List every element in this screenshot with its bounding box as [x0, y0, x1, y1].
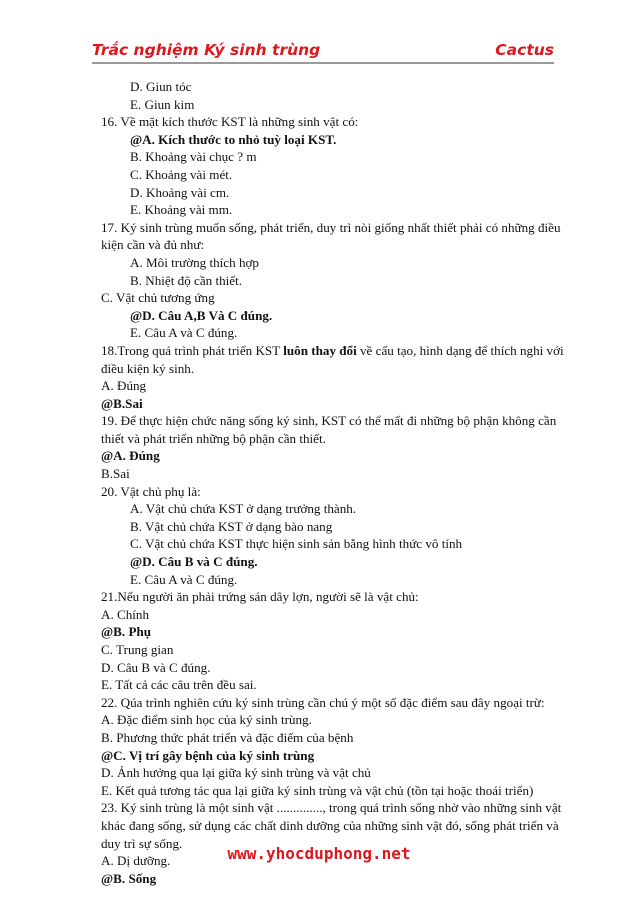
option-line: E. Tất cả các câu trên đều sai. [101, 677, 257, 693]
answer-line: @A. Đúng [101, 448, 160, 464]
question-line: 22. Qúa trình nghiên cứu ký sinh trùng cần chú ý một số đặc điểm sau đây ngoại trừ: [101, 694, 545, 710]
option-line: A. Môi trường thích hợp [130, 254, 259, 270]
page-header [92, 38, 554, 64]
option-line: D. Khoảng vài cm. [130, 184, 230, 200]
answer-line: @A. Kích thước to nhỏ tuỳ loại KST. [130, 131, 337, 147]
question-text: về cấu tạo, hình dạng để thích nghi với điều kiện ký sinh. [101, 342, 564, 376]
question-list [101, 78, 581, 887]
answer-line: @D. Câu B và C đúng. [130, 554, 258, 570]
footer-url: www.yhocduphong.net [227, 844, 411, 863]
answer-line: @B.Sai [101, 395, 143, 411]
document-title: Trắc nghiệm Ký sinh trùng [92, 41, 321, 59]
option-line: B. Vật chủ chứa KST ở dạng bào nang [130, 518, 333, 534]
option-line: D. Giun tóc [130, 79, 192, 94]
question-line: 20. Vật chủ phụ là: [101, 483, 201, 499]
answer-line: @D. Câu A,B Và C đúng. [130, 307, 273, 323]
emphasis-text: luôn thay đổi [283, 342, 357, 358]
option-line: B.Sai [101, 466, 130, 482]
option-line: A. Đúng [101, 378, 147, 394]
brand-name: Cactus [495, 41, 554, 59]
question-line: 19. Để thực hiện chức năng sống ký sinh, KST có thể mất đi những bộ phận không cần thiết và phát triển những bộ phận cần thiết. [101, 413, 557, 446]
option-line: B. Phương thức phát triển và đặc điểm của bệnh [101, 729, 354, 745]
option-line: E. Kết quả tương tác qua lại giữa ký sinh trùng và vật chủ (tồn tại hoặc thoái triển) [101, 782, 534, 798]
option-line: A. Dị dưỡng. [101, 853, 171, 869]
option-line: B. Nhiệt độ cần thiết. [130, 272, 243, 288]
option-line: C. Trung gian [101, 642, 174, 657]
option-line: E. Giun kim [130, 96, 195, 112]
question-line: 16. Về mặt kích thước KST là những sinh vật có: [101, 114, 359, 130]
option-line: D. Ảnh hưởng qua lại giữa ký sinh trùng và vật chủ [101, 765, 371, 781]
answer-line: @C. Vị trí gây bệnh của ký sinh trùng [101, 747, 315, 763]
option-line: B. Khoảng vài chục ? m [130, 149, 257, 165]
question-line: 23. Ký sinh trùng là một sinh vật .............., trong quá trình sống nhờ vào những sinh vật khác đang sống, sử dụng các chất dinh dưỡng của những sinh vật đó, sống phát triển và duy trì sự sống. [101, 800, 562, 851]
question-line: 21.Nếu người ăn phải trứng sán dây lợn, người sẽ là vật chủ: [101, 589, 419, 605]
option-line: E. Câu A và C đúng. [130, 325, 238, 341]
option-line: E. Câu A và C đúng. [130, 571, 238, 587]
question-line [101, 342, 581, 377]
option-line: C. Khoảng vài mét. [130, 166, 233, 182]
question-text: 18.Trong quá trình phát triển KST [101, 342, 284, 358]
option-line: A. Chính [101, 606, 150, 622]
option-line: A. Vật chủ chứa KST ở dạng trưởng thành. [130, 501, 357, 517]
option-line: A. Đặc điểm sinh học của ký sinh trùng. [101, 712, 312, 728]
question-line: 17. Ký sinh trùng muốn sống, phát triển, duy trì nòi giống nhất thiết phải có những điều kiện cần và đủ như: [101, 219, 561, 253]
option-line: C. Vật chủ chứa KST thực hiện sinh sản bằng hình thức vô tính [130, 536, 463, 552]
option-line: D. Câu B và C đúng. [101, 659, 211, 675]
answer-line: @B. Sống [101, 870, 157, 886]
answer-line: @B. Phụ [101, 624, 152, 640]
option-line: C. Vật chủ tương ứng [101, 290, 215, 306]
option-line: E. Khoảng vài mm. [130, 202, 233, 218]
